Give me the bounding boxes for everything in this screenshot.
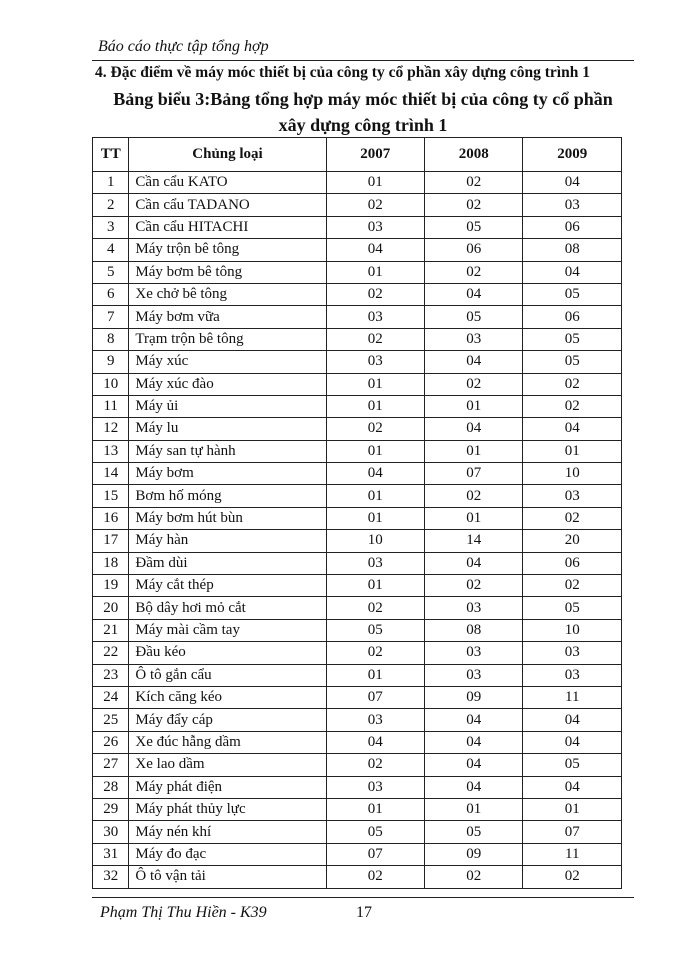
cell-2008: 06 [425, 239, 523, 261]
cell-2008: 04 [425, 418, 523, 440]
cell-tt: 17 [93, 530, 129, 552]
table-row [93, 530, 622, 552]
cell-2009: 02 [523, 373, 622, 395]
cell-2008: 04 [425, 709, 523, 731]
cell-2009: 06 [523, 306, 622, 328]
cell-2007: 10 [326, 530, 424, 552]
cell-equipment-type: Máy xúc đào [129, 373, 326, 395]
cell-2007: 03 [326, 776, 424, 798]
table-row [93, 597, 622, 619]
cell-2009: 08 [523, 239, 622, 261]
cell-2009: 20 [523, 530, 622, 552]
cell-2007: 01 [326, 172, 424, 194]
cell-2008: 08 [425, 619, 523, 641]
table-row [93, 686, 622, 708]
cell-2009: 10 [523, 619, 622, 641]
cell-equipment-type: Cần cẩu KATO [129, 172, 326, 194]
cell-2008: 05 [425, 821, 523, 843]
cell-2007: 02 [326, 328, 424, 350]
cell-2007: 02 [326, 642, 424, 664]
cell-tt: 27 [93, 754, 129, 776]
table-title [92, 86, 634, 138]
cell-2009: 05 [523, 351, 622, 373]
cell-tt: 24 [93, 686, 129, 708]
cell-equipment-type: Máy xúc [129, 351, 326, 373]
cell-tt: 6 [93, 283, 129, 305]
cell-2007: 07 [326, 843, 424, 865]
cell-tt: 30 [93, 821, 129, 843]
cell-equipment-type: Máy san tự hành [129, 440, 326, 462]
cell-equipment-type: Máy phát thủy lực [129, 798, 326, 820]
table-row [93, 754, 622, 776]
table-row [93, 306, 622, 328]
cell-equipment-type: Máy hàn [129, 530, 326, 552]
cell-equipment-type: Kích căng kéo [129, 686, 326, 708]
cell-2009: 03 [523, 664, 622, 686]
cell-2009: 04 [523, 731, 622, 753]
cell-tt: 23 [93, 664, 129, 686]
cell-2008: 04 [425, 731, 523, 753]
cell-2008: 07 [425, 463, 523, 485]
cell-2008: 01 [425, 507, 523, 529]
cell-2009: 05 [523, 597, 622, 619]
cell-2008: 05 [425, 306, 523, 328]
cell-2008: 03 [425, 642, 523, 664]
running-header: Báo cáo thực tập tổng hợp [98, 38, 269, 55]
cell-2009: 10 [523, 463, 622, 485]
col-header-2008: 2008 [425, 138, 523, 172]
col-header-tt: TT [93, 138, 129, 172]
cell-equipment-type: Máy nén khí [129, 821, 326, 843]
table-row [93, 239, 622, 261]
cell-2007: 02 [326, 866, 424, 888]
cell-2009: 04 [523, 776, 622, 798]
cell-2009: 03 [523, 194, 622, 216]
cell-2009: 05 [523, 328, 622, 350]
cell-equipment-type: Xe lao dầm [129, 754, 326, 776]
cell-tt: 8 [93, 328, 129, 350]
table-row [93, 776, 622, 798]
cell-tt: 2 [93, 194, 129, 216]
cell-tt: 32 [93, 866, 129, 888]
cell-2008: 02 [425, 485, 523, 507]
cell-tt: 19 [93, 575, 129, 597]
cell-tt: 7 [93, 306, 129, 328]
table-title-line-2: xây dựng công trình 1 [278, 115, 448, 135]
cell-equipment-type: Ô tô vận tải [129, 866, 326, 888]
cell-2009: 11 [523, 843, 622, 865]
table-row [93, 261, 622, 283]
cell-2008: 02 [425, 261, 523, 283]
cell-equipment-type: Máy phát điện [129, 776, 326, 798]
cell-2008: 04 [425, 754, 523, 776]
table-body [93, 172, 622, 889]
table-row [93, 328, 622, 350]
cell-2009: 05 [523, 283, 622, 305]
cell-equipment-type: Máy lu [129, 418, 326, 440]
cell-2008: 04 [425, 283, 523, 305]
cell-tt: 25 [93, 709, 129, 731]
cell-equipment-type: Máy bơm bê tông [129, 261, 326, 283]
col-header-type: Chủng loại [129, 138, 326, 172]
cell-2007: 04 [326, 731, 424, 753]
cell-2008: 09 [425, 843, 523, 865]
cell-2007: 01 [326, 440, 424, 462]
table-row [93, 843, 622, 865]
cell-2007: 03 [326, 709, 424, 731]
cell-2007: 02 [326, 283, 424, 305]
cell-2009: 03 [523, 485, 622, 507]
table-row [93, 821, 622, 843]
cell-2008: 05 [425, 216, 523, 238]
cell-tt: 4 [93, 239, 129, 261]
cell-tt: 31 [93, 843, 129, 865]
cell-equipment-type: Máy bơm hút bùn [129, 507, 326, 529]
cell-tt: 28 [93, 776, 129, 798]
cell-2007: 01 [326, 575, 424, 597]
cell-equipment-type: Bộ dây hơi mỏ cắt [129, 597, 326, 619]
cell-equipment-type: Máy ủi [129, 395, 326, 417]
cell-equipment-type: Cần cẩu TADANO [129, 194, 326, 216]
cell-equipment-type: Xe chở bê tông [129, 283, 326, 305]
cell-2007: 04 [326, 463, 424, 485]
table-row [93, 731, 622, 753]
cell-2007: 01 [326, 395, 424, 417]
cell-2009: 05 [523, 754, 622, 776]
cell-2008: 02 [425, 373, 523, 395]
table-row [93, 485, 622, 507]
cell-2008: 09 [425, 686, 523, 708]
cell-2008: 02 [425, 575, 523, 597]
cell-equipment-type: Bơm hố móng [129, 485, 326, 507]
section-heading: 4. Đặc điểm về máy móc thiết bị của công ty cổ phần xây dựng công trình 1 [95, 64, 590, 81]
table-row [93, 575, 622, 597]
cell-2007: 05 [326, 619, 424, 641]
cell-2007: 03 [326, 216, 424, 238]
page-number: 17 [356, 904, 372, 921]
table-row [93, 866, 622, 888]
cell-2008: 04 [425, 351, 523, 373]
cell-2009: 02 [523, 575, 622, 597]
cell-2007: 03 [326, 306, 424, 328]
cell-equipment-type: Máy bơm vữa [129, 306, 326, 328]
table-row [93, 283, 622, 305]
table-row [93, 395, 622, 417]
cell-tt: 14 [93, 463, 129, 485]
cell-2007: 02 [326, 418, 424, 440]
cell-2007: 01 [326, 507, 424, 529]
table-row [93, 552, 622, 574]
table-row [93, 373, 622, 395]
cell-2009: 04 [523, 261, 622, 283]
cell-2007: 01 [326, 798, 424, 820]
cell-equipment-type: Đầm dùi [129, 552, 326, 574]
table-row [93, 664, 622, 686]
cell-2008: 03 [425, 328, 523, 350]
cell-tt: 26 [93, 731, 129, 753]
cell-2009: 01 [523, 440, 622, 462]
table-row [93, 351, 622, 373]
footer-divider [92, 897, 634, 898]
cell-equipment-type: Máy trộn bê tông [129, 239, 326, 261]
table-row [93, 642, 622, 664]
cell-equipment-type: Máy mài cầm tay [129, 619, 326, 641]
cell-2008: 01 [425, 798, 523, 820]
cell-2008: 02 [425, 866, 523, 888]
cell-tt: 20 [93, 597, 129, 619]
cell-2007: 03 [326, 351, 424, 373]
cell-2009: 04 [523, 172, 622, 194]
cell-2009: 07 [523, 821, 622, 843]
table-header-row [93, 138, 622, 172]
cell-tt: 11 [93, 395, 129, 417]
cell-2009: 04 [523, 418, 622, 440]
table-row [93, 194, 622, 216]
cell-tt: 12 [93, 418, 129, 440]
cell-tt: 29 [93, 798, 129, 820]
header-divider [92, 60, 634, 61]
cell-equipment-type: Trạm trộn bê tông [129, 328, 326, 350]
cell-2009: 06 [523, 216, 622, 238]
cell-2007: 04 [326, 239, 424, 261]
cell-2007: 01 [326, 373, 424, 395]
table-row [93, 507, 622, 529]
cell-2009: 03 [523, 642, 622, 664]
cell-2007: 03 [326, 552, 424, 574]
cell-equipment-type: Ô tô gắn cẩu [129, 664, 326, 686]
cell-equipment-type: Máy bơm [129, 463, 326, 485]
cell-tt: 22 [93, 642, 129, 664]
table-row [93, 440, 622, 462]
cell-2008: 04 [425, 552, 523, 574]
cell-2007: 02 [326, 754, 424, 776]
cell-2008: 02 [425, 172, 523, 194]
table-row [93, 619, 622, 641]
cell-2007: 02 [326, 597, 424, 619]
cell-equipment-type: Đầu kéo [129, 642, 326, 664]
table-title-line-1: Bảng biểu 3:Bảng tổng hợp máy móc thiết bị của công ty cổ phần [113, 89, 613, 109]
cell-tt: 13 [93, 440, 129, 462]
cell-2008: 14 [425, 530, 523, 552]
cell-equipment-type: Cần cẩu HITACHI [129, 216, 326, 238]
cell-2007: 01 [326, 261, 424, 283]
cell-tt: 5 [93, 261, 129, 283]
cell-equipment-type: Máy đẩy cáp [129, 709, 326, 731]
cell-2008: 03 [425, 597, 523, 619]
cell-2008: 01 [425, 395, 523, 417]
cell-2007: 07 [326, 686, 424, 708]
cell-2009: 02 [523, 866, 622, 888]
cell-2007: 05 [326, 821, 424, 843]
cell-tt: 21 [93, 619, 129, 641]
cell-equipment-type: Xe đúc hẫng dầm [129, 731, 326, 753]
cell-equipment-type: Máy đo đạc [129, 843, 326, 865]
cell-2008: 03 [425, 664, 523, 686]
cell-tt: 3 [93, 216, 129, 238]
cell-tt: 10 [93, 373, 129, 395]
cell-equipment-type: Máy cắt thép [129, 575, 326, 597]
cell-2009: 04 [523, 709, 622, 731]
table-row [93, 418, 622, 440]
cell-tt: 15 [93, 485, 129, 507]
table-row [93, 798, 622, 820]
cell-2009: 11 [523, 686, 622, 708]
cell-tt: 16 [93, 507, 129, 529]
cell-2008: 04 [425, 776, 523, 798]
table-row [93, 216, 622, 238]
cell-2009: 06 [523, 552, 622, 574]
cell-2007: 02 [326, 194, 424, 216]
footer-author: Phạm Thị Thu Hiền - K39 [100, 904, 267, 921]
table-row [93, 463, 622, 485]
col-header-2007: 2007 [326, 138, 424, 172]
cell-2007: 01 [326, 664, 424, 686]
cell-2009: 01 [523, 798, 622, 820]
cell-tt: 9 [93, 351, 129, 373]
table-row [93, 172, 622, 194]
cell-2008: 01 [425, 440, 523, 462]
table-row [93, 709, 622, 731]
cell-2008: 02 [425, 194, 523, 216]
col-header-2009: 2009 [523, 138, 622, 172]
cell-tt: 1 [93, 172, 129, 194]
cell-tt: 18 [93, 552, 129, 574]
cell-2009: 02 [523, 395, 622, 417]
equipment-table [92, 137, 622, 889]
cell-2007: 01 [326, 485, 424, 507]
cell-2009: 02 [523, 507, 622, 529]
